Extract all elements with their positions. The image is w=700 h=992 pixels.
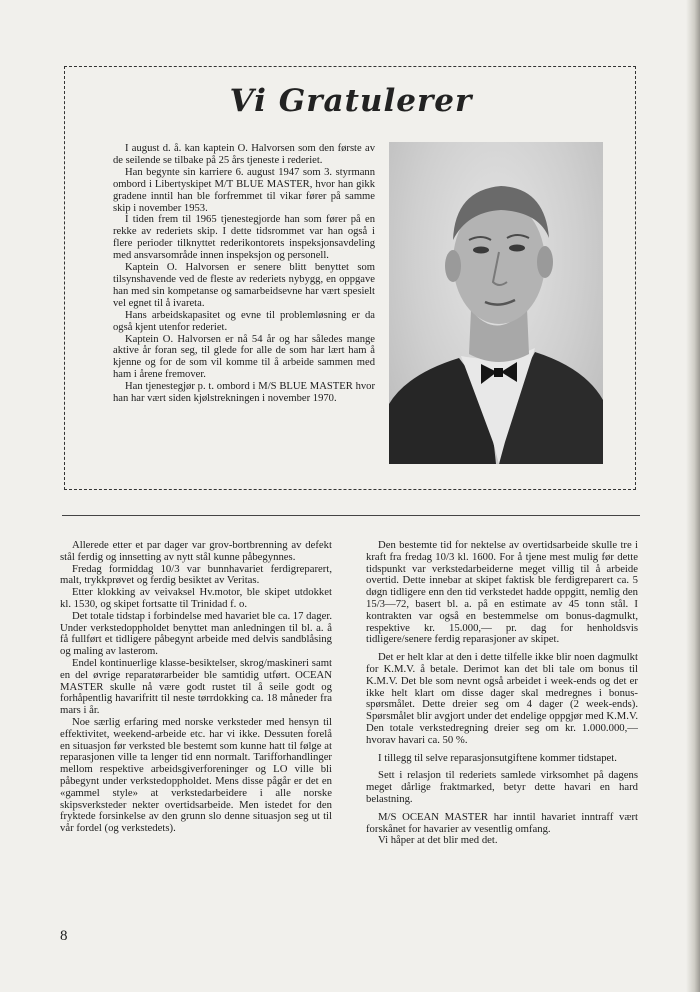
body-paragraph: I tillegg til selve reparasjonsutgiftene kommer tidstapet.: [378, 751, 617, 764]
article-paragraph: Kaptein O. Halvorsen er senere blitt benyttet som tilsynshavende ved de fleste av rederiets nybygg, en oppgave han med sin kompetanse og samarbeidsevne har vært spesielt vel egnet til å ivareta.: [113, 262, 375, 309]
body-paragraph: Endel kontinuerlige klasse-besiktelser, skrog/maskineri samt en del øvrige reparatørarbeider ble samtidig utført. OCEAN MASTER skulle nå være godt rustet til å seile godt og forhåpentlig havarifritt til neste tørrdokking ca. 18 måneder fra mars i år.: [60, 656, 332, 717]
portrait-photo: [389, 142, 603, 464]
article-paragraph: I tiden frem til 1965 tjenestegjorde han som fører på en rekke av rederiets skip. I dette tidsrommet var han også i flere perioder tilknyttet rederikontorets inspeksjonsavdeling med ansvarsområde innen inspeksjon og personell.: [113, 214, 375, 262]
article-body: [113, 143, 375, 405]
article-paragraph: Hans arbeidskapasitet og evne til problemløsning er da også kjent utenfor rederiet.: [113, 309, 375, 333]
body-paragraph: Noe særlig erfaring med norske verksteder med hensyn til effektivitet, weekend-arbeide etc. har vi ikke. Dessuten forelå en situasjon før verksted ble bestemt som kunne hatt til følge at reparasjonen ville ta lenger tid enn normalt. Tarifforhandlinger mellom respektive arbeidsgiverforeninger og LO ville bli påbegynt under verkstedoppholdet. Mens disse pågår er det en «gammel style» at verkstedarbeidere i alle norske skipsverksteder nekter overtidsarbeide. Men istedet for den fryktede forsinkelse av den grunn slo denne situasjon seg ut til vår fordel (og verkstedets).: [60, 715, 332, 835]
page-binding-shadow: [686, 0, 700, 992]
body-paragraph: M/S OCEAN MASTER har inntil havariet inntraff vært forskånet for havarier av vesentlig omfang.: [366, 810, 638, 835]
body-paragraph: Det totale tidstap i forbindelse med havariet ble ca. 17 dager. Under verkstedoppholdet benyttet man anledningen til bl. a. å få fullført et tidligere påbegynt arbeide med delvis sandblåsing og maling av lasterom.: [60, 609, 332, 658]
article-paragraph: I august d. å. kan kaptein O. Halvorsen som den første av de seilende se tilbake på 25 års tjeneste i rederiet.: [113, 143, 375, 166]
article-paragraph: Kaptein O. Halvorsen er nå 54 år og har således mange aktive år foran seg, til glede for alle de som har lært ham å kjenne og for de som vil komme til å arbeide sammen med ham i årene fremover.: [113, 333, 375, 381]
body-paragraph: Fredag formiddag 10/3 var bunnhavariet ferdigreparert, malt, trykkprøvet og ferdig besiktet av Veritas.: [60, 562, 332, 587]
right-column: [366, 540, 638, 847]
article-title: Vi Gratulerer: [229, 83, 473, 119]
body-paragraph: Vi håper at det blir med det.: [378, 834, 498, 847]
page-number: 8: [60, 928, 68, 944]
portrait-illustration: [389, 142, 603, 464]
body-paragraph: Den bestemte tid for nektelse av overtidsarbeide skulle tre i kraft fra fredag 10/3 kl. 1600. For å tjene mest mulig før dette tidspunkt var verkstedarbeiderne meget villig til å arbeide overtid. Dette innebar at skipet faktisk ble ferdigreparert ca. 5 døgn tidligere enn den tid verkstedet hadde oppgitt, nemlig den 15/3—72, basert bl. a. på en estimate av 45 tonn stål. I kontrakten var også en bestemmelse om bonus-dagmulkt, respektive kr. 15.000,— pr. dag for henholdsvis tidligere/senere ferdig reparasjoner av skipet.: [366, 539, 638, 646]
left-column: [60, 540, 332, 835]
article-paragraph: Han tjenestegjør p. t. ombord i M/S BLUE MASTER hvor han har vært siden kjølstrekningen i november 1970.: [113, 381, 375, 405]
body-paragraph: Allerede etter et par dager var grov-bortbrenning av defekt stål ferdig og innsetting av nytt stål kunne påbegynnes.: [60, 539, 332, 563]
body-paragraph: Etter klokking av veivaksel Hv.motor, ble skipet utdokket kl. 1530, og skipet fortsatte til Trinidad f. o.: [60, 586, 332, 610]
article-paragraph: Han begynte sin karriere 6. august 1947 som 3. styrmann ombord i Libertyskipet M/T BLUE MASTER, hvor han gikk gradene inntil han ble forfremmet til vikar fører på samme skip i november 1953.: [113, 166, 375, 214]
body-paragraph: Det er helt klar at den i dette tilfelle ikke blir noen dagmulkt for K.M.V. å betale. Derimot kan det bli tale om bonus til K.M.V. Det ble som nevnt også arbeidet i week-ends og det er ikke helt klart om disse dager skal medregnes i bonus-spørsmålet. Dette dreier seg om 4 dager (2 week-ends). Spørsmålet blir avgjort under det endelige oppgjør med K.M.V. Den totale verkstedregning dreier seg om kr. 1.000.000,— hvorav havari ca. 50 %.: [366, 651, 638, 746]
congratulation-box: [64, 66, 636, 490]
section-divider: [62, 515, 640, 516]
body-paragraph: Sett i relasjon til rederiets samlede virksomhet på dagens meget dårlige fraktmarked, betyr dette havari en hard belastning.: [366, 769, 638, 805]
